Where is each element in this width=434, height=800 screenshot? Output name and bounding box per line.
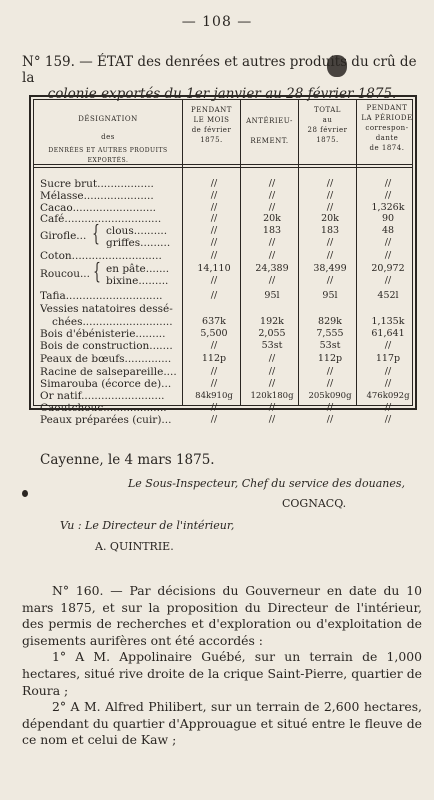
table-row: clous.......... // 183 183 48	[106, 225, 395, 238]
header-col-month: PENDANT LE MOIS de février 1875.	[191, 106, 232, 144]
table-row: Sucre brut................. // // // //	[40, 178, 392, 190]
table-row: Cacao......................... // // // 1,326k	[40, 201, 405, 214]
ink-dot	[22, 490, 28, 497]
header-col-1874: PENDANT LA PÉRIODE correspon- dante de 1874.	[361, 104, 413, 152]
heading-line-1: N° 159. — ÉTAT des denrées et autres produits du crû de la	[22, 54, 417, 86]
approval-name: A. QUINTRIE.	[95, 540, 174, 553]
table-row: Or natif......................... 84k910g 120k180g 205k090g 476k092g	[40, 390, 410, 402]
decision-intro: N° 160. — Par décisions du Gouverneur en date du 10 mars 1875, et sur la proposition du Directeur de l'intérieur, des permis de recherches et d'exploration ou d'exploitation de gisements aurifères ont été accordés :	[22, 583, 422, 648]
page-number: — 108 —	[181, 14, 253, 30]
decision-paragraph	[22, 583, 422, 749]
group-label-roucou: Roucou...	[40, 268, 90, 280]
table-row: Racine de salsepareille.... // // // //	[40, 366, 392, 378]
table-row: Vessies natatoires dessé-	[40, 303, 173, 315]
group-label-girofle: Girofle...	[40, 230, 87, 242]
brace-girofle: {	[92, 222, 100, 247]
table-row: Bois d'ébénisterie......... 5,500 2,055 7,555 61,641	[40, 328, 405, 340]
signatory-role: Le Sous-Inspecteur, Chef du service des douanes,	[128, 477, 406, 490]
table-row: Coton........................... // // // //	[40, 250, 392, 262]
place-date: Cayenne, le 4 mars 1875.	[40, 452, 215, 468]
table-frame	[33, 99, 413, 426]
table-row: en pâte....... 14,110 24,389 38,499 20,972	[106, 263, 405, 275]
header-designation: DÉSIGNATION des DENRÉES ET AUTRES PRODUITS EXPORTÉS.	[48, 115, 168, 164]
table-row: Peaux préparées (cuir)... // // // //	[40, 414, 392, 426]
table-row: griffes......... // // // //	[106, 237, 392, 249]
header-col-total: TOTAL au 28 février 1875.	[307, 106, 348, 144]
brace-roucou: {	[93, 260, 101, 285]
table-row: Tafia............................. // 95l 95l 452l	[40, 290, 399, 302]
table-row: Peaux de bœufs.............. 112p // 112p 117p	[40, 353, 401, 365]
decision-item-2: 2° A M. Alfred Philibert, sur un terrain de 2,600 hectares, dépendant du quartier d'Approuague et situé entre le fleuve de ce nom et celui de Kaw ;	[22, 699, 422, 748]
signatory-name: COGNACQ.	[282, 497, 347, 510]
table-row: Bois de construction....... // 53st 53st //	[40, 340, 392, 352]
table-row: Café............................. // 20k 20k 90	[40, 213, 395, 226]
table-row: Caoutchouc................... // // // //	[40, 402, 392, 414]
header-col-previous: ANTÉRIEU- REMENT.	[246, 117, 293, 145]
table-row: Simarouba (écorce de)... // // // //	[40, 378, 392, 390]
approval-line: Vu : Le Directeur de l'intérieur,	[60, 519, 235, 532]
decision-item-1: 1° A M. Appolinaire Guébé, sur un terrain de 1,000 hectares, situé rive droite de la crique Saint-Pierre, quartier de Roura ;	[22, 649, 422, 698]
heading-line-2: colonie exportés du 1er janvier au 28 février 1875.	[47, 86, 397, 102]
header-divider	[34, 167, 412, 168]
export-table	[29, 95, 417, 426]
table-row: Mélasse..................... // // // //	[40, 189, 392, 202]
table-row: bixine......... // // // //	[106, 275, 392, 287]
table-row: chées........................... 637k 192k 829k 1,135k	[52, 316, 405, 328]
